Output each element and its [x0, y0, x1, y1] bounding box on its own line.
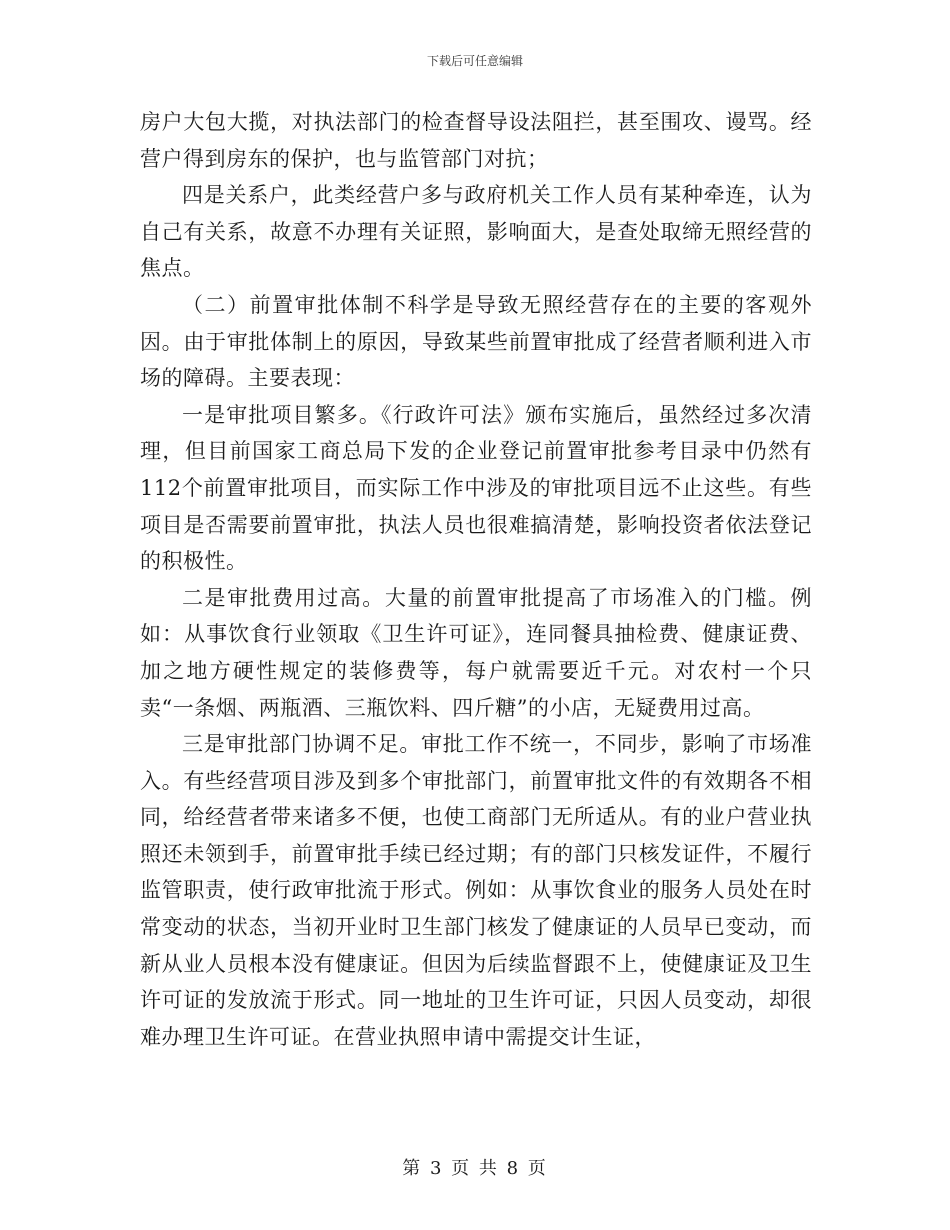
paragraph-6: 三是审批部门协调不足。审批工作不统一，不同步，影响了市场准入。有些经营项目涉及到多个审批部门，前置审批文件的有效期各不相同，给经营者带来诸多不便，也使工商部门无所适从。有的业户营业执照还未领到手，前置审批手续已经过期；有的部门只核发证件，不履行监管职责，使行政审批流于形式。例如：从事饮食业的服务人员处在时常变动的状态，当初开业时卫生部门核发了健康证的人员早已变动，而新从业人员根本没有健康证。但因为后续监督跟不上，使健康证及卫生许可证的发放流于形式。同一地址的卫生许可证，只因人员变动，却很难办理卫生许可证。在营业执照申请中需提交计生证， [140, 732, 812, 1049]
paragraph-1: 房户大包大揽，对执法部门的检查督导设法阻拦，甚至围攻、谩骂。经营户得到房东的保护，也与监管部门对抗； [140, 110, 812, 171]
paragraph-5: 二是审批费用过高。大量的前置审批提高了市场准入的门槛。例如：从事饮食行业领取《卫生许可证》，连同餐具抽检费、健康证费、加之地方硬性规定的装修费等，每户就需要近千元。对农村一个只卖“一条烟、两瓶酒、三瓶饮料、四斤糖”的小店，无疑费用过高。 [140, 585, 812, 720]
page-header: 下载后可任意编辑 [426, 54, 523, 68]
paragraph-2: 四是关系户，此类经营户多与政府机关工作人员有某种牵连，认为自己有关系，故意不办理有关证照，影响面大，是查处取缔无照经营的焦点。 [140, 183, 812, 281]
page-number: 第 3 页 共 8 页 [402, 1158, 548, 1179]
paragraph-3: （二）前置审批体制不科学是导致无照经营存在的主要的客观外因。由于审批体制上的原因，导致某些前置审批成了经营者顺利进入市场的障碍。主要表现： [140, 292, 812, 391]
document-body [140, 104, 812, 1055]
paragraph-4: 一是审批项目繁多。《行政许可法》颁布实施后，虽然经过多次清理，但目前国家工商总局下发的企业登记前置审批参考目录中仍然有112个前置审批项目，而实际工作中涉及的审批项目远不止这些。有些项目是否需要前置审批，执法人员也很难搞清楚，影响投资者依法登记的积极性。 [140, 402, 812, 574]
